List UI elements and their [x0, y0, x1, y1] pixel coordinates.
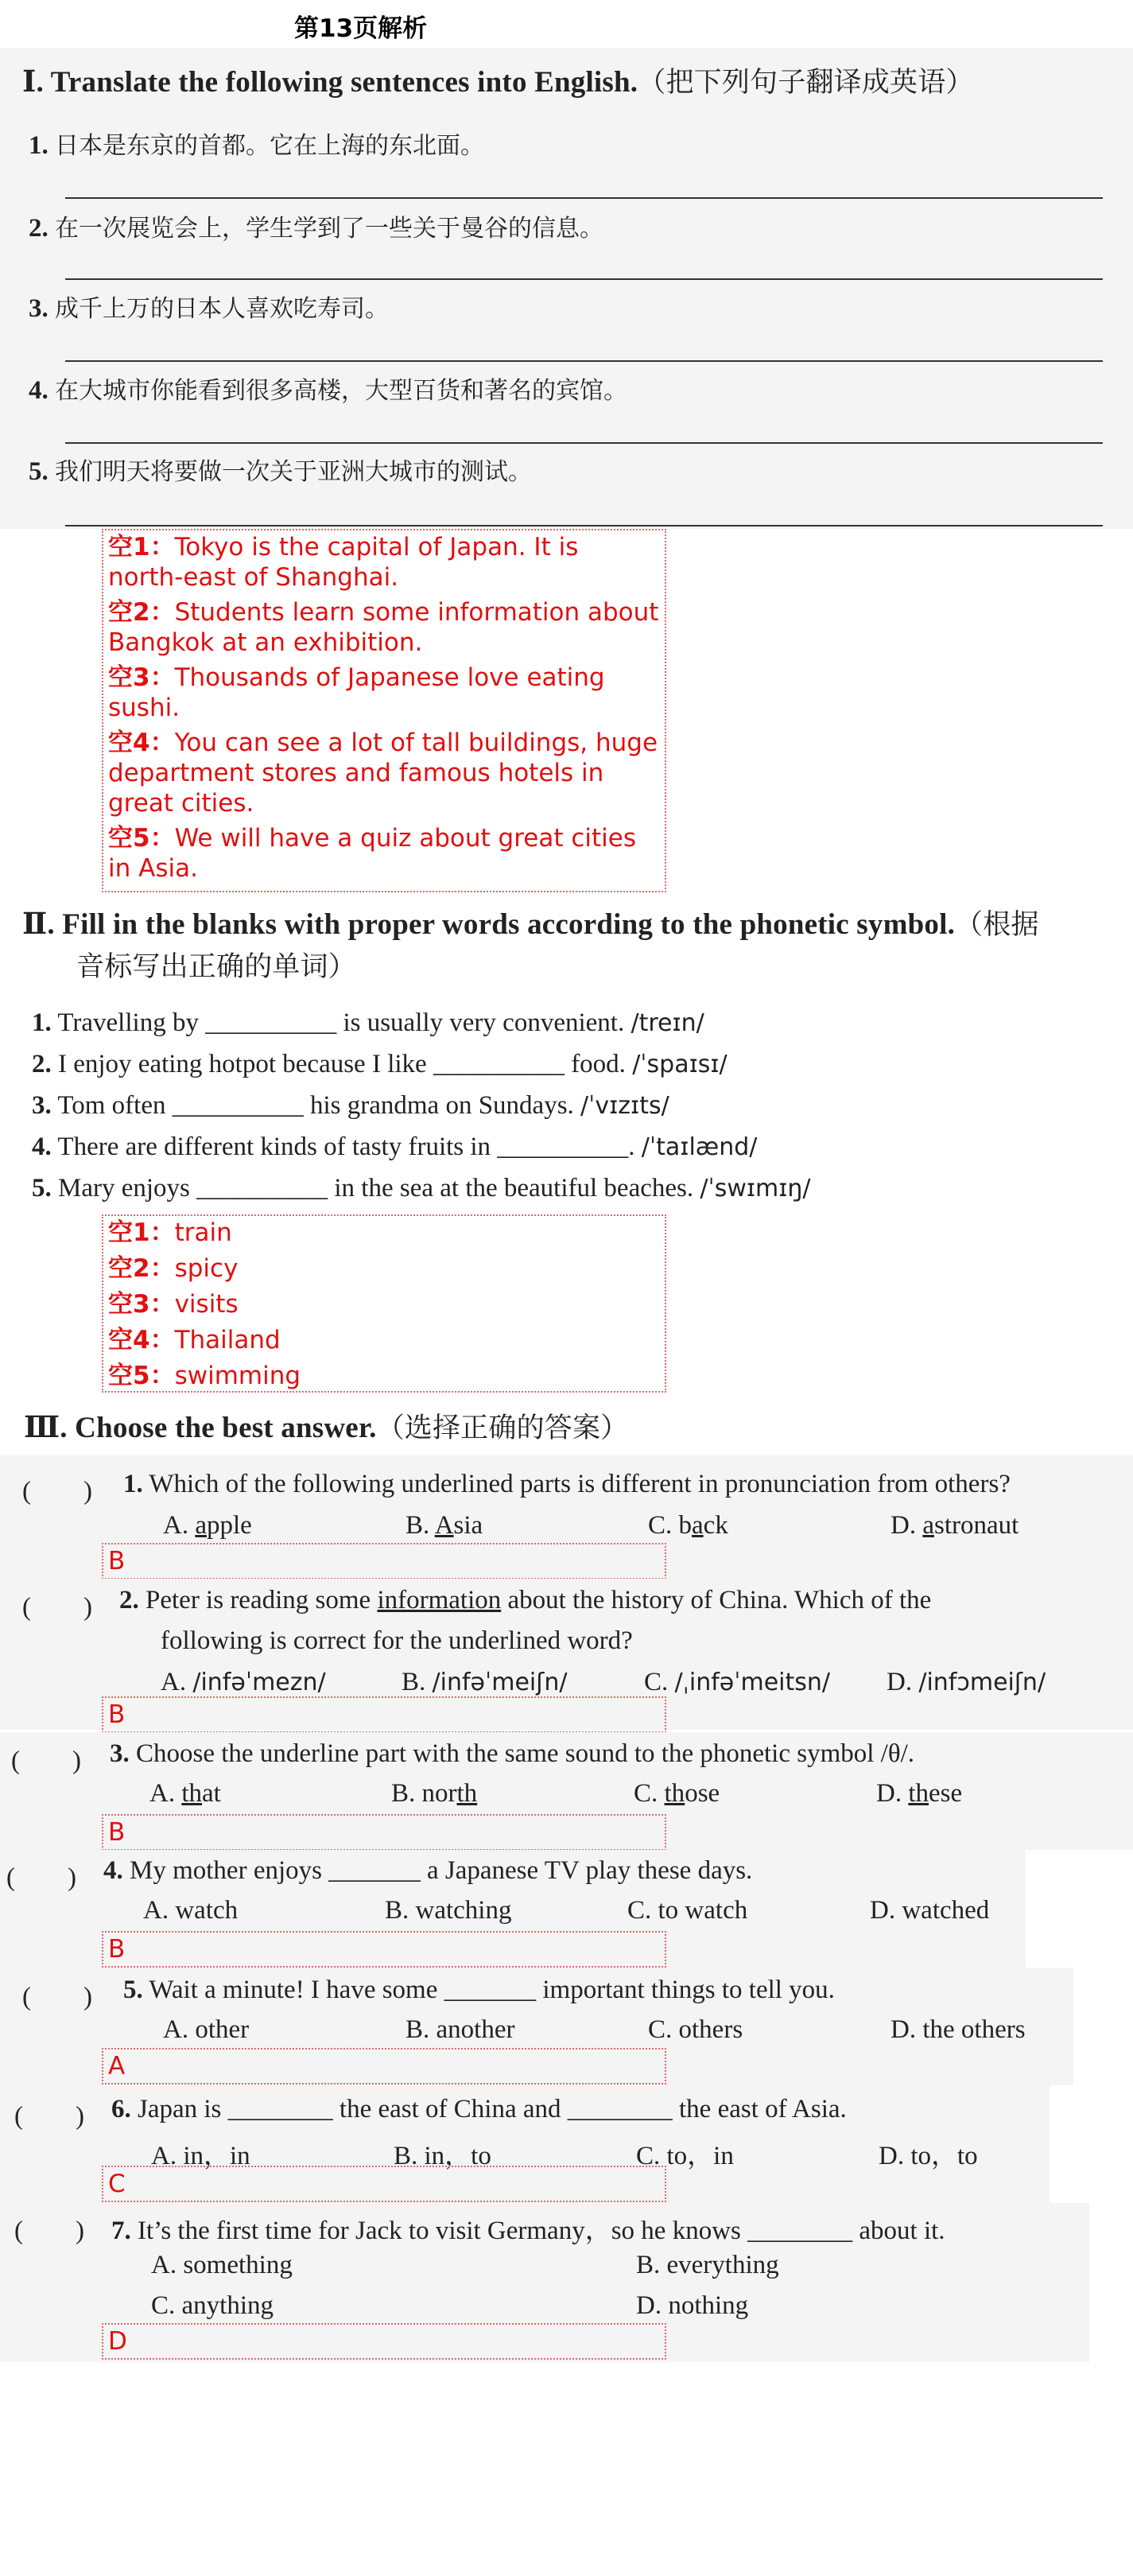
option-d — [879, 2135, 978, 2172]
question-text: the east of Asia. — [679, 2095, 847, 2123]
question-text: Wait a minute! I have some — [149, 1976, 438, 2004]
answer-tag: 空2： — [108, 1254, 175, 1283]
option-label: C. — [627, 1896, 652, 1925]
answer-tag: 空3： — [108, 663, 175, 692]
option-c — [151, 2291, 274, 2321]
answer-parentheses: ( ) — [11, 1746, 81, 1775]
answer-text: swimming — [174, 1362, 301, 1390]
question-text: food. — [571, 1050, 626, 1078]
option-a — [163, 1511, 252, 1541]
option-label: B. — [636, 2251, 661, 2279]
answer-tag: 空1： — [108, 533, 175, 561]
answer-line — [65, 360, 1103, 362]
underlined-part: a — [195, 1511, 207, 1540]
answer-parentheses: ( ) — [22, 1593, 92, 1622]
question-text: is usually very convenient. — [343, 1008, 625, 1037]
page-title: 第13页解析 — [294, 14, 428, 43]
section2-heading-line2 — [76, 945, 356, 985]
option-text: something — [183, 2251, 293, 2279]
blank: __________ — [433, 1050, 565, 1078]
option-b — [636, 2251, 779, 2280]
answer-item — [108, 1361, 660, 1391]
answer-text: Tokyo is the capital of Japan. It is north-east of Shanghai. — [108, 533, 579, 592]
answer-parentheses: ( ) — [22, 1983, 92, 2011]
s1-question-4 — [29, 371, 627, 406]
option-text: /infəˈmezn/ — [192, 1669, 326, 1696]
option-text: /infɔmeiʃn/ — [918, 1669, 1046, 1696]
s3-question-2-line2: following is correct for the underlined word? — [161, 1626, 633, 1655]
option-text: /infəˈmeiʃn/ — [432, 1669, 568, 1696]
s2-question-4 — [32, 1133, 757, 1162]
blank: __________ — [497, 1133, 629, 1161]
section3-heading-cn: （选择正确的答案） — [376, 1412, 629, 1444]
section2-heading-cn: （根据 — [955, 909, 1039, 941]
answer-tag: 空4： — [108, 729, 175, 757]
question-number: 1. — [32, 1008, 52, 1037]
option-d — [876, 1779, 962, 1809]
question-text: Travelling by — [57, 1008, 199, 1037]
answer-text: visits — [174, 1290, 239, 1319]
answer-item — [108, 532, 660, 593]
option-label: C. — [644, 1668, 669, 1696]
option-label: D. — [890, 2015, 917, 2044]
blank: _______ — [328, 1856, 421, 1885]
option-label: B. — [402, 1668, 426, 1696]
section1-heading-en: Translate the following sentences into English. — [50, 66, 638, 99]
blank: __________ — [196, 1174, 328, 1203]
section2-heading-en: Fill in the blanks with proper words according to the phonetic symbol. — [62, 908, 956, 941]
s3-question-2 — [119, 1586, 931, 1615]
answer-text: Thousands of Japanese love eating sushi. — [108, 663, 605, 722]
answer-text: spicy — [174, 1254, 239, 1283]
option-label: A. — [163, 1511, 189, 1540]
answer-line — [65, 197, 1103, 199]
option-text: ose — [685, 1779, 720, 1808]
answer-item — [108, 1325, 660, 1355]
question-text: I enjoy eating hotpot because I like — [58, 1050, 427, 1078]
underlined-part: th — [456, 1779, 478, 1808]
section1-number: Ⅰ. — [22, 66, 44, 99]
option-text: ck — [703, 1511, 728, 1540]
s3-question-6 — [111, 2095, 847, 2124]
underlined-word: information — [377, 1586, 502, 1614]
option-text: in，to — [424, 2142, 491, 2170]
underlined-part: th — [908, 1779, 929, 1808]
answer-item — [108, 597, 660, 658]
question-number: 3. — [110, 1739, 130, 1768]
question-number: 3. — [29, 294, 49, 323]
question-number: 3. — [32, 1091, 52, 1120]
option-text: others — [678, 2015, 743, 2044]
option-a — [151, 2251, 293, 2280]
answer-box: B — [102, 1543, 666, 1579]
blank: __________ — [205, 1008, 337, 1037]
section1-heading — [22, 60, 974, 100]
option-text: /ˌinfəˈmeitsn/ — [674, 1669, 831, 1696]
question-number: 1. — [123, 1470, 143, 1498]
option-text: nor — [421, 1779, 457, 1808]
question-text: 在大城市你能看到很多高楼，大型百货和著名的宾馆。 — [55, 377, 627, 405]
question-text: There are different kinds of tasty fruits in — [57, 1133, 491, 1161]
question-number: 4. — [29, 376, 49, 405]
option-label: A. — [151, 2142, 177, 2170]
question-number: 7. — [111, 2217, 131, 2245]
s3-question-4 — [103, 1856, 752, 1886]
phonetic-symbol: /ˈvɪzɪts/ — [580, 1092, 669, 1120]
answer-box: B — [102, 1696, 666, 1733]
option-b — [385, 1896, 511, 1925]
blank: ________ — [567, 2095, 673, 2123]
option-b — [391, 1779, 477, 1809]
question-number: 5. — [32, 1174, 52, 1203]
question-number: 6. — [111, 2095, 131, 2123]
question-text: his grandma on Sundays. — [309, 1091, 574, 1120]
question-number: 2. — [32, 1050, 52, 1078]
question-text: My mother enjoys — [130, 1856, 322, 1885]
s1-question-3 — [29, 289, 389, 324]
option-label: A. — [143, 1896, 169, 1925]
option-label: B. — [405, 1511, 430, 1540]
option-label: B. — [394, 2142, 418, 2170]
option-label: A. — [151, 2251, 177, 2279]
option-a — [149, 1779, 221, 1809]
option-a — [161, 1668, 326, 1697]
answer-tag: 空4： — [108, 1326, 175, 1354]
phonetic-symbol: /treɪn/ — [631, 1009, 704, 1037]
s1-question-5 — [29, 452, 532, 487]
option-d — [890, 1511, 1019, 1541]
option-text: nothing — [668, 2291, 749, 2320]
option-label: B. — [391, 1779, 416, 1808]
answer-tag: 空2： — [108, 598, 175, 627]
option-label: D. — [636, 2291, 662, 2320]
option-label: C. — [648, 1511, 673, 1540]
answer-text: train — [174, 1218, 232, 1247]
question-text: Peter is reading some — [146, 1586, 371, 1614]
s1-question-1 — [29, 126, 484, 161]
s2-question-1 — [32, 1008, 704, 1038]
answer-text: We will have a quiz about great cities in Asia. — [108, 824, 636, 883]
section2-number: Ⅱ. — [22, 908, 55, 941]
question-number: 2. — [119, 1586, 139, 1614]
question-text: Which of the following underlined parts is different in pronunciation from others? — [149, 1470, 1011, 1498]
option-d — [887, 1668, 1046, 1697]
underlined-part: th — [664, 1779, 685, 1808]
s3-question-5 — [123, 1976, 835, 2005]
option-label: A. — [163, 2015, 189, 2044]
option-label: C. — [151, 2291, 176, 2320]
answer-item — [108, 1289, 660, 1319]
question-text: the east of China and — [339, 2095, 561, 2123]
question-text: Japan is — [138, 2095, 222, 2123]
answer-tag: 空5： — [108, 1362, 175, 1390]
answer-item — [108, 1253, 660, 1284]
option-label: D. — [870, 1896, 896, 1925]
option-text: watched — [902, 1896, 990, 1925]
question-text: 我们明天将要做一次关于亚洲大城市的测试。 — [55, 458, 532, 486]
question-text: It’s the first time for Jack to visit Germany，so he knows — [138, 2217, 741, 2245]
answer-box: B — [102, 1931, 666, 1968]
question-text: Mary enjoys — [58, 1174, 190, 1203]
answer-box: B — [102, 1814, 666, 1851]
blank: _______ — [444, 1976, 537, 2004]
answer-item — [108, 728, 660, 818]
answer-parentheses: ( ) — [6, 1863, 76, 1892]
option-label: A. — [149, 1779, 176, 1808]
question-text: 日本是东京的首都。它在上海的东北面。 — [55, 132, 484, 160]
option-b — [405, 1511, 483, 1541]
answer-text: Thailand — [174, 1326, 281, 1354]
section1-heading-cn: （把下列句子翻译成英语） — [638, 67, 974, 99]
s3-question-1 — [123, 1470, 1011, 1499]
blank: ________ — [747, 2217, 853, 2245]
section2-heading — [22, 903, 1039, 942]
option-c — [648, 1511, 728, 1541]
s3-question-3 — [110, 1739, 914, 1769]
phonetic-symbol: /ˈtaɪlænd/ — [641, 1133, 758, 1161]
option-d — [870, 1896, 989, 1925]
option-text: in，in — [183, 2142, 250, 2170]
question-text: in the sea at the beautiful beaches. — [334, 1174, 694, 1203]
option-b — [405, 2015, 514, 2045]
option-text: the others — [922, 2015, 1026, 2044]
answer-text: Students learn some information about Bangkok at an exhibition. — [108, 598, 659, 657]
option-label: C. — [634, 1779, 658, 1808]
option-text: watching — [415, 1896, 512, 1925]
option-label: D. — [876, 1779, 902, 1808]
option-text: watch — [175, 1896, 239, 1925]
option-label: D. — [890, 1511, 917, 1540]
option-c — [648, 2015, 743, 2045]
option-text: anything — [181, 2291, 274, 2320]
option-label: B. — [405, 2015, 430, 2044]
question-text: about the history of China. Which of the — [507, 1586, 932, 1614]
answer-item — [108, 1218, 660, 1248]
option-label: C. — [648, 2015, 673, 2044]
section2-answer-box — [102, 1214, 666, 1393]
answer-box: A — [102, 2048, 666, 2085]
answer-text: You can see a lot of tall buildings, huge department stores and famous hotels in great cities. — [108, 729, 658, 818]
question-number: 4. — [32, 1133, 52, 1161]
option-text: to，to — [910, 2142, 978, 2170]
answer-tag: 空5： — [108, 824, 175, 853]
s2-question-5 — [32, 1174, 811, 1203]
option-text: stronaut — [934, 1511, 1019, 1540]
underlined-part: th — [181, 1779, 203, 1808]
section2-heading-cn-2: 音标写出正确的单词） — [76, 951, 357, 983]
question-number: 5. — [29, 457, 49, 486]
answer-line — [65, 442, 1103, 444]
option-text: pple — [207, 1511, 252, 1540]
option-text: sia — [453, 1511, 483, 1540]
option-text: at — [202, 1779, 221, 1808]
option-label: D. — [887, 1668, 913, 1696]
phonetic-symbol: /ˈswɪmɪŋ/ — [700, 1175, 811, 1203]
section3-heading — [24, 1406, 628, 1446]
s1-question-2 — [29, 208, 603, 243]
question-text: Choose the underline part with the same sound to the phonetic symbol /θ/. — [136, 1739, 915, 1768]
option-text: ese — [929, 1779, 963, 1808]
section3-heading-en: Choose the best answer. — [75, 1412, 377, 1444]
option-text: another — [436, 2015, 515, 2044]
question-text: Tom often — [57, 1091, 166, 1120]
underlined-part: a — [692, 1511, 704, 1540]
question-text: about it. — [859, 2217, 945, 2245]
option-text: everything — [666, 2251, 779, 2279]
option-a — [163, 2015, 249, 2045]
option-label: D. — [879, 2142, 905, 2170]
option-c — [644, 1668, 830, 1697]
option-c — [634, 1779, 720, 1809]
question-number: 2. — [29, 214, 49, 243]
question-text: a Japanese TV play these days. — [426, 1856, 753, 1885]
answer-parentheses: ( ) — [22, 1477, 92, 1506]
blank: ________ — [227, 2095, 333, 2123]
option-label: C. — [636, 2142, 661, 2170]
answer-line — [65, 278, 1103, 280]
s2-question-2 — [32, 1050, 728, 1079]
option-label: A. — [161, 1668, 187, 1696]
blank: __________ — [172, 1091, 304, 1120]
option-text: to watch — [658, 1896, 748, 1925]
answer-box: D — [102, 2323, 666, 2360]
question-text: important things to tell you. — [542, 1976, 835, 2004]
answer-tag: 空1： — [108, 1218, 175, 1247]
phonetic-symbol: /ˈspaɪsɪ/ — [632, 1051, 728, 1078]
question-text: 在一次展览会上，学生学到了一些关于曼谷的信息。 — [55, 215, 603, 243]
question-text: 成千上万的日本人喜欢吃寿司。 — [55, 295, 389, 323]
question-number: 5. — [123, 1976, 143, 2004]
option-c — [627, 1896, 747, 1925]
answer-parentheses: ( ) — [14, 2217, 84, 2245]
answer-item — [108, 823, 660, 884]
option-label: B. — [385, 1896, 409, 1925]
option-b — [402, 1668, 567, 1697]
option-a — [143, 1896, 238, 1925]
option-text: to，in — [666, 2142, 734, 2170]
answer-parentheses: ( ) — [14, 2102, 84, 2131]
option-text: b — [678, 1511, 693, 1540]
s2-question-3 — [32, 1091, 669, 1121]
underlined-part: a — [922, 1511, 934, 1540]
option-d — [636, 2291, 748, 2321]
underlined-part: A — [434, 1511, 454, 1540]
answer-tag: 空3： — [108, 1290, 175, 1319]
option-text: other — [195, 2015, 250, 2044]
question-number: 4. — [103, 1856, 123, 1885]
question-text: . — [628, 1133, 635, 1161]
section3-number: Ⅲ. — [24, 1412, 68, 1444]
answer-line — [65, 525, 1103, 526]
question-number: 1. — [29, 131, 49, 160]
answer-box: C — [102, 2166, 666, 2202]
answer-item — [108, 662, 660, 723]
section1-answer-box — [102, 529, 666, 892]
option-d — [890, 2015, 1026, 2045]
s3-question-7 — [111, 2209, 945, 2247]
